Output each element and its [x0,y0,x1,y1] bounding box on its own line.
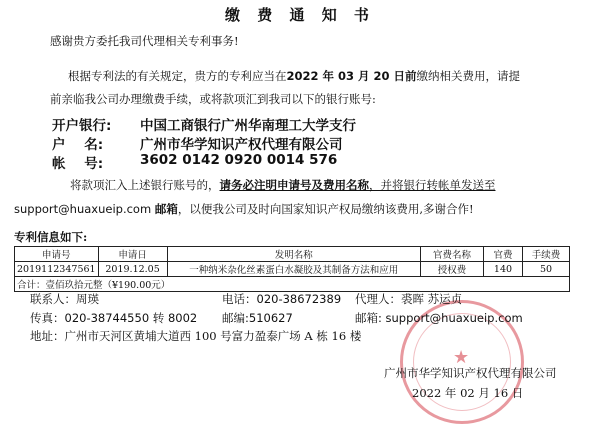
account-name-label: 户 名: [52,137,104,153]
fee-table [14,246,570,292]
header-official-fee: 官费 [484,247,523,262]
contact-address: 地址：广州市天河区黄埔大道西 100 号富力盈泰广场 A 栋 16 楼 [30,329,362,343]
contact-email [355,310,523,326]
header-fee-name: 官费名称 [421,247,484,262]
cell-fee-name: 授权费 [421,262,484,277]
fee-table-total-row [15,277,570,292]
header-service-fee: 手续费 [523,247,570,262]
notice-line-1 [68,68,520,84]
cell-application-date: 2019.12.05 [98,262,167,277]
contact-fax: 传真：020-38744550 转 8002 [30,311,198,325]
instruction-line-1 [70,177,496,193]
contact-email-link[interactable]: support@huaxueip.com [385,311,523,325]
cell-service-fee: 50 [523,262,570,277]
header-invention-name: 发明名称 [167,247,420,262]
header-application-date: 申请日 [98,247,167,262]
fee-table-row [15,262,570,277]
notice-line-1-pre: 根据专利法的有关规定，贵方的专利应当在 [68,69,287,83]
bank-label: 开户银行: [52,118,112,134]
contact-agent: 代理人：裘晖 苏运贞 [355,292,463,306]
instruction-pre: 将款项汇入上述银行账号的， [70,178,220,192]
cell-application-number: 2019112347561 [15,262,99,277]
instruction-mailbox: 邮箱 [154,202,178,216]
account-number-value: 3602 0142 0920 0014 576 [140,152,338,168]
notice-line-2: 前亲临我公司办理缴费手续，或将款项汇到我司以下的银行账号: [50,92,376,106]
cell-official-fee: 140 [484,262,523,277]
notice-line-1-post: 缴纳相关费用，请提 [416,69,521,83]
signature-date: 2022 年 02 月 16 日 [412,386,524,400]
document-title: 缴 费 通 知 书 [225,6,375,24]
bank-value: 中国工商银行广州华南理工大学支行 [140,118,356,134]
greeting: 感谢贵方委托我司代理相关专利事务! [50,34,239,48]
total-amount: 合计：壹佰玖拾元整（¥190.00元） [15,277,570,292]
fee-table-header-row [15,247,570,262]
contact-postcode: 邮编:510627 [222,311,293,325]
instruction-emphasis: 请务必注明申请号及费用名称 [219,178,369,192]
contact-person: 联系人：周瑛 [30,292,99,306]
patent-info-label: 专利信息如下: [14,230,88,244]
cell-invention-name: 一种纳米杂化丝素蛋白水凝胶及其制备方法和应用 [167,262,420,277]
deadline: 2022 年 03 月 20 日前 [286,69,417,83]
instruction-line-2 [14,201,474,217]
signature-company: 广州市华学知识产权代理有限公司 [384,366,557,380]
contact-email-label: 邮箱: [355,311,382,325]
seal-star-icon: ★ [453,347,470,368]
instruction-line-2-post: ，以便我公司及时向国家知识产权局缴纳该费用,多谢合作! [177,202,474,216]
instruction-email-link[interactable]: support@huaxueip.com [14,202,152,216]
account-name-value: 广州市华学知识产权代理有限公司 [140,137,343,153]
header-application-number: 申请号 [15,247,99,262]
instruction-post: ，并将银行转帐单发送至 [369,178,496,192]
account-number-label: 帐 号: [52,156,104,172]
contact-phone: 电话：020-38672389 [222,292,342,306]
